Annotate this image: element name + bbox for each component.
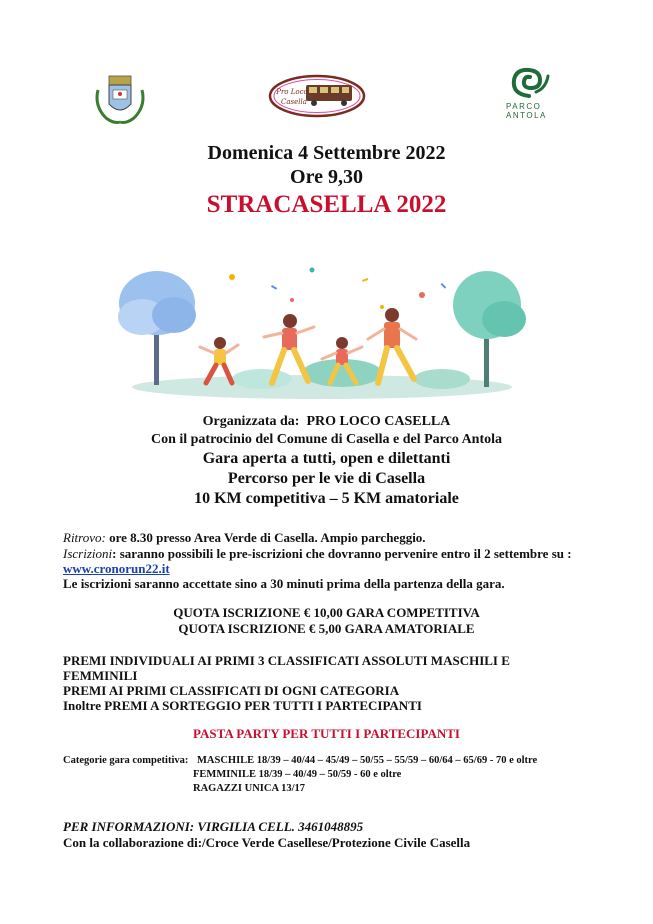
svg-text:Casella: Casella — [281, 98, 307, 106]
ritrovo-text: ore 8.30 presso Area Verde di Casella. Ampio parcheggio. — [105, 530, 426, 545]
pasta-party: PASTA PARTY PER TUTTI I PARTECIPANTI — [193, 726, 460, 741]
categories-label: Categorie gara competitiva: — [63, 755, 189, 766]
coat-of-arms-icon — [92, 70, 148, 126]
running-family-illustration — [112, 255, 532, 410]
distances-line: 10 KM competitiva – 5 KM amatoriale — [194, 490, 459, 507]
accept-line: Le iscrizioni saranno accettate sino a 30 minuti prima della partenza della gara. — [63, 576, 505, 591]
contact-line: PER INFORMAZIONI: VIRGILIA CELL. 3461048895 — [63, 819, 364, 834]
svg-text:Pro Loco: Pro Loco — [276, 88, 308, 96]
leaf-spiral-icon — [506, 66, 552, 100]
train-icon — [268, 74, 366, 118]
category-female: FEMMINILE 18/39 – 40/49 – 50/59 - 60 e oltre — [193, 769, 402, 780]
cronorun-link[interactable]: www.cronorun22.it — [63, 561, 170, 576]
confetti-icon — [229, 268, 446, 310]
iscrizioni-label: Iscrizioni — [63, 546, 113, 561]
coat-of-arms-logo — [92, 70, 148, 126]
pro-loco-logo — [268, 74, 366, 118]
event-time: Ore 9,30 — [290, 166, 363, 188]
prize-line-1: PREMI INDIVIDUALI AI PRIMI 3 CLASSIFICATI ASSOLUTI MASCHILI E — [63, 653, 510, 668]
organizer-line — [0, 414, 653, 430]
prize-line-3: Inoltre PREMI A SORTEGGIO PER TUTTI I PARTECIPANTI — [63, 698, 422, 713]
ritrovo-line — [63, 530, 426, 546]
collab-line: Con la collaborazione di:/Croce Verde Casellese/Protezione Civile Casella — [63, 835, 471, 850]
prize-line-1b: FEMMINILI — [63, 668, 138, 683]
fee-amateur: QUOTA ISCRIZIONE € 5,00 GARA AMATORIALE — [178, 621, 475, 636]
iscrizioni-text: : saranno possibili le pre-iscrizioni che dovranno pervenire entro il 2 settembre su : — [112, 546, 572, 561]
link-line — [63, 561, 170, 577]
patronage-line: Con il patrocinio del Comune di Casella e del Parco Antola — [150, 432, 503, 447]
category-kids: RAGAZZI UNICA 13/17 — [193, 783, 306, 794]
iscrizioni-line — [63, 546, 572, 562]
prize-line-2: PREMI AI PRIMI CLASSIFICATI DI OGNI CATEGORIA — [63, 683, 400, 698]
parco-antola-logo — [506, 66, 552, 120]
parco-label: PARCO — [506, 102, 542, 111]
ritrovo-label: Ritrovo: — [63, 530, 106, 545]
event-title: STRACASELLA 2022 — [206, 191, 447, 218]
category-male: MASCHILE 18/39 – 40/44 – 45/49 – 50/55 – 55/59 – 60/64 – 65/69 - 70 e oltre — [197, 755, 538, 766]
antola-label: ANTOLA — [506, 111, 547, 120]
route-line: Percorso per le vie di Casella — [227, 470, 426, 487]
fee-competitive: QUOTA ISCRIZIONE € 10,00 GARA COMPETITIVA — [173, 605, 480, 620]
event-date: Domenica 4 Settembre 2022 — [207, 142, 446, 164]
organizer-label: Organizzata da: — [202, 414, 300, 429]
organizer-name: PRO LOCO CASELLA — [306, 414, 451, 429]
open-line: Gara aperta a tutti, open e dilettanti — [202, 450, 451, 467]
